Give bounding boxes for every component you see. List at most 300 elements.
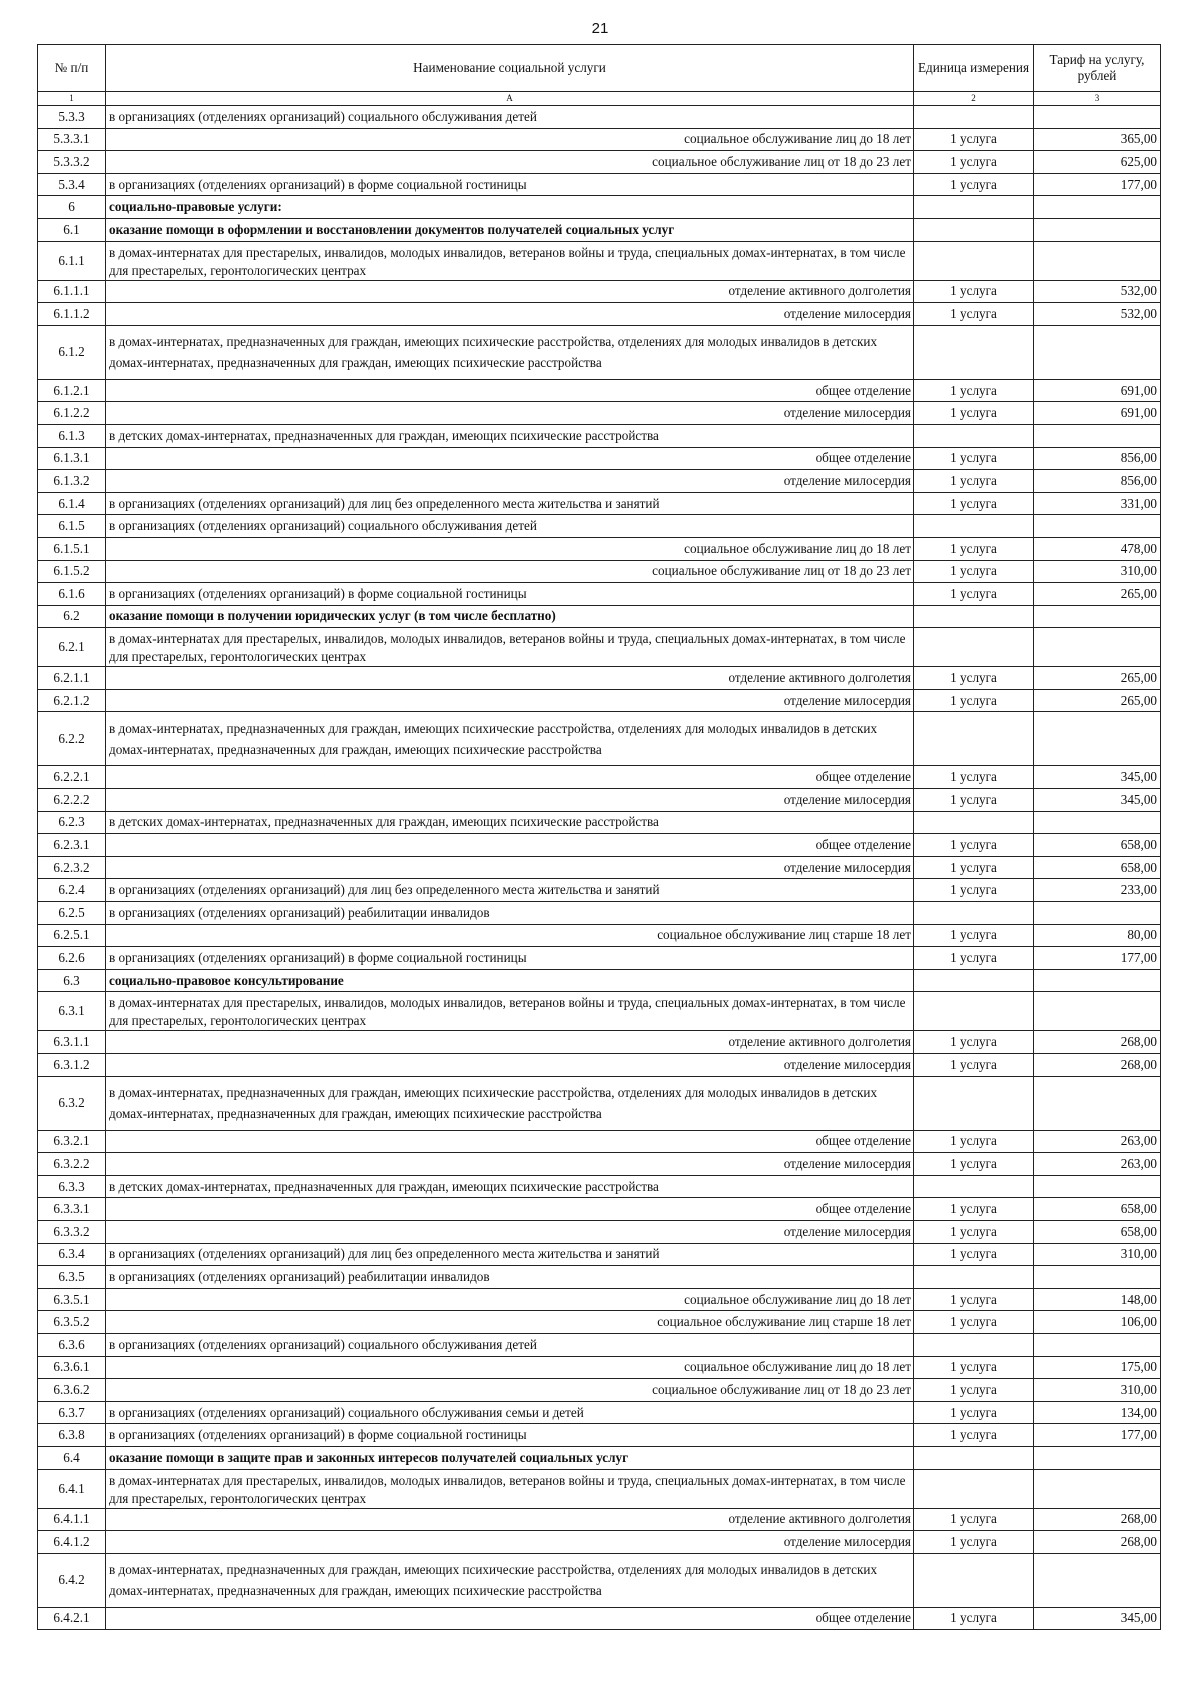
- header-service-name: Наименование социальной услуги: [106, 45, 914, 92]
- table-row: [38, 1288, 1161, 1311]
- row-service-name: отделение активного долголетия: [106, 1031, 914, 1054]
- row-unit: 1 услуга: [914, 1243, 1034, 1266]
- row-service-name: социальное обслуживание лиц от 18 до 23 лет: [106, 151, 914, 174]
- row-number: 6.3.5.2: [38, 1311, 106, 1334]
- row-tariff: 106,00: [1034, 1311, 1161, 1334]
- row-number: 6.3.3.1: [38, 1198, 106, 1221]
- table-row: [38, 303, 1161, 326]
- row-number: 5.3.4: [38, 173, 106, 196]
- row-unit: [914, 106, 1034, 129]
- row-unit: [914, 1333, 1034, 1356]
- row-unit: 1 услуга: [914, 789, 1034, 812]
- row-unit: 1 услуга: [914, 1288, 1034, 1311]
- row-tariff: [1034, 811, 1161, 834]
- row-unit: 1 услуга: [914, 583, 1034, 606]
- row-tariff: 175,00: [1034, 1356, 1161, 1379]
- row-tariff: [1034, 424, 1161, 447]
- column-index: 2: [914, 92, 1034, 106]
- table-row: [38, 1130, 1161, 1153]
- row-service-name: в организациях (отделениях организаций) социального обслуживания детей: [106, 515, 914, 538]
- table-row: [38, 583, 1161, 606]
- row-unit: 1 услуга: [914, 537, 1034, 560]
- row-service-name: в детских домах-интернатах, предназначенных для граждан, имеющих психические расстройства: [106, 424, 914, 447]
- row-service-name: в организациях (отделениях организаций) в форме социальной гостиницы: [106, 583, 914, 606]
- row-service-name: в организациях (отделениях организаций) в форме социальной гостиницы: [106, 1424, 914, 1447]
- row-unit: 1 услуга: [914, 947, 1034, 970]
- table-row: [38, 280, 1161, 303]
- table-row: [38, 766, 1161, 789]
- row-number: 6.1.4: [38, 492, 106, 515]
- row-number: 6.1.2.1: [38, 379, 106, 402]
- table-row: [38, 1424, 1161, 1447]
- row-number: 6.1.6: [38, 583, 106, 606]
- table-row: [38, 1220, 1161, 1243]
- row-number: 6.3.7: [38, 1401, 106, 1424]
- page-number: 21: [591, 20, 609, 37]
- table-row: [38, 1469, 1161, 1508]
- row-service-name: в детских домах-интернатах, предназначенных для граждан, имеющих психические расстройства: [106, 811, 914, 834]
- row-unit: 1 услуга: [914, 470, 1034, 493]
- table-row: [38, 1054, 1161, 1077]
- row-service-name: отделение активного долголетия: [106, 667, 914, 690]
- table-row: [38, 241, 1161, 280]
- row-number: 6.3: [38, 969, 106, 992]
- row-tariff: 478,00: [1034, 537, 1161, 560]
- row-unit: 1 услуга: [914, 1198, 1034, 1221]
- row-unit: 1 услуга: [914, 1379, 1034, 1402]
- table-row: [38, 106, 1161, 129]
- table-row: [38, 492, 1161, 515]
- table-row: [38, 811, 1161, 834]
- row-service-name: в домах-интернатах для престарелых, инвалидов, молодых инвалидов, ветеранов войны и труда, специальных домах-интернатах, в том числе для престарелых, геронтологических центрах: [106, 241, 914, 280]
- row-number: 6.3.6.2: [38, 1379, 106, 1402]
- row-unit: [914, 605, 1034, 628]
- column-index: 3: [1034, 92, 1161, 106]
- row-service-name: отделение милосердия: [106, 303, 914, 326]
- row-tariff: 310,00: [1034, 1243, 1161, 1266]
- row-tariff: 177,00: [1034, 1424, 1161, 1447]
- row-number: 6.1.1.1: [38, 280, 106, 303]
- row-number: 6.3.8: [38, 1424, 106, 1447]
- table-header: [38, 45, 1161, 106]
- table-row: [38, 1356, 1161, 1379]
- row-service-name: социальное обслуживание лиц до 18 лет: [106, 537, 914, 560]
- row-tariff: 658,00: [1034, 856, 1161, 879]
- table-row: [38, 470, 1161, 493]
- table-row: [38, 628, 1161, 667]
- row-number: 5.3.3: [38, 106, 106, 129]
- row-unit: 1 услуга: [914, 447, 1034, 470]
- row-unit: 1 услуга: [914, 128, 1034, 151]
- row-unit: 1 услуга: [914, 856, 1034, 879]
- table-row: [38, 196, 1161, 219]
- row-tariff: [1034, 1446, 1161, 1469]
- row-number: 6.1.5.1: [38, 537, 106, 560]
- row-tariff: 265,00: [1034, 667, 1161, 690]
- row-tariff: 345,00: [1034, 1607, 1161, 1630]
- header-unit: Единица измерения: [914, 45, 1034, 92]
- row-service-name: социальное обслуживание лиц до 18 лет: [106, 1288, 914, 1311]
- row-unit: 1 услуга: [914, 402, 1034, 425]
- row-unit: 1 услуга: [914, 1401, 1034, 1424]
- row-service-name: отделение милосердия: [106, 689, 914, 712]
- row-number: 6.2.2.2: [38, 789, 106, 812]
- table-row: [38, 902, 1161, 925]
- table-row: [38, 424, 1161, 447]
- row-number: 6.2.1: [38, 628, 106, 667]
- row-service-name: общее отделение: [106, 834, 914, 857]
- row-tariff: [1034, 969, 1161, 992]
- row-tariff: 658,00: [1034, 834, 1161, 857]
- row-service-name: социально-правовое консультирование: [106, 969, 914, 992]
- row-service-name: оказание помощи в защите прав и законных интересов получателей социальных услуг: [106, 1446, 914, 1469]
- row-service-name: общее отделение: [106, 1130, 914, 1153]
- row-tariff: [1034, 992, 1161, 1031]
- table-row: [38, 537, 1161, 560]
- row-number: 6.2.4: [38, 879, 106, 902]
- row-service-name: отделение милосердия: [106, 1054, 914, 1077]
- row-number: 6.3.1.1: [38, 1031, 106, 1054]
- row-unit: 1 услуга: [914, 667, 1034, 690]
- row-service-name: социальное обслуживание лиц до 18 лет: [106, 128, 914, 151]
- row-unit: 1 услуга: [914, 1531, 1034, 1554]
- row-service-name: в организациях (отделениях организаций) социального обслуживания детей: [106, 1333, 914, 1356]
- row-tariff: 265,00: [1034, 583, 1161, 606]
- row-number: 6.3.1: [38, 992, 106, 1031]
- row-tariff: [1034, 712, 1161, 766]
- row-number: 6.4.1.2: [38, 1531, 106, 1554]
- row-tariff: 856,00: [1034, 447, 1161, 470]
- row-unit: [914, 241, 1034, 280]
- row-tariff: 268,00: [1034, 1054, 1161, 1077]
- row-unit: [914, 218, 1034, 241]
- row-unit: 1 услуга: [914, 492, 1034, 515]
- row-service-name: оказание помощи в получении юридических услуг (в том числе бесплатно): [106, 605, 914, 628]
- row-service-name: в организациях (отделениях организаций) социального обслуживания семьи и детей: [106, 1401, 914, 1424]
- table-row: [38, 879, 1161, 902]
- row-service-name: общее отделение: [106, 766, 914, 789]
- row-service-name: общее отделение: [106, 1198, 914, 1221]
- row-tariff: 691,00: [1034, 379, 1161, 402]
- row-unit: 1 услуга: [914, 1311, 1034, 1334]
- row-tariff: [1034, 218, 1161, 241]
- row-tariff: [1034, 325, 1161, 379]
- row-tariff: 177,00: [1034, 947, 1161, 970]
- column-index: А: [106, 92, 914, 106]
- tariff-table: [37, 44, 1161, 1630]
- row-number: 6.3.2: [38, 1076, 106, 1130]
- table-body: [38, 106, 1161, 1630]
- row-number: 6.3.2.2: [38, 1153, 106, 1176]
- row-number: 6.3.2.1: [38, 1130, 106, 1153]
- row-tariff: [1034, 241, 1161, 280]
- row-number: 6.3.3.2: [38, 1220, 106, 1243]
- row-unit: 1 услуга: [914, 1153, 1034, 1176]
- row-tariff: 263,00: [1034, 1153, 1161, 1176]
- row-number: 6.4.1.1: [38, 1508, 106, 1531]
- table-row: [38, 712, 1161, 766]
- table-row: [38, 992, 1161, 1031]
- row-service-name: в организациях (отделениях организаций) для лиц без определенного места жительства и занятий: [106, 1243, 914, 1266]
- row-tariff: 856,00: [1034, 470, 1161, 493]
- row-number: 6.4.2: [38, 1553, 106, 1607]
- row-unit: [914, 1076, 1034, 1130]
- row-tariff: 310,00: [1034, 1379, 1161, 1402]
- table-row: [38, 402, 1161, 425]
- row-tariff: 658,00: [1034, 1220, 1161, 1243]
- row-number: 6.2.5: [38, 902, 106, 925]
- row-tariff: 265,00: [1034, 689, 1161, 712]
- row-unit: 1 услуга: [914, 1356, 1034, 1379]
- row-number: 6.1.3.2: [38, 470, 106, 493]
- row-service-name: отделение милосердия: [106, 402, 914, 425]
- row-service-name: в домах-интернатах для престарелых, инвалидов, молодых инвалидов, ветеранов войны и труда, специальных домах-интернатах, в том числе для престарелых, геронтологических центрах: [106, 1469, 914, 1508]
- table-row: [38, 689, 1161, 712]
- row-tariff: 310,00: [1034, 560, 1161, 583]
- row-unit: 1 услуга: [914, 379, 1034, 402]
- row-unit: [914, 1266, 1034, 1289]
- row-unit: 1 услуга: [914, 280, 1034, 303]
- row-number: 6.2.1.2: [38, 689, 106, 712]
- row-unit: 1 услуга: [914, 879, 1034, 902]
- row-service-name: отделение милосердия: [106, 1153, 914, 1176]
- row-number: 6: [38, 196, 106, 219]
- row-unit: [914, 902, 1034, 925]
- row-service-name: отделение активного долголетия: [106, 280, 914, 303]
- row-service-name: в организациях (отделениях организаций) социального обслуживания детей: [106, 106, 914, 129]
- row-unit: 1 услуга: [914, 766, 1034, 789]
- row-tariff: [1034, 515, 1161, 538]
- row-number: 6.4.1: [38, 1469, 106, 1508]
- row-unit: 1 услуга: [914, 303, 1034, 326]
- row-service-name: в организациях (отделениях организаций) для лиц без определенного места жительства и занятий: [106, 879, 914, 902]
- row-tariff: [1034, 1175, 1161, 1198]
- row-number: 6.2.3: [38, 811, 106, 834]
- row-unit: 1 услуга: [914, 924, 1034, 947]
- table-row: [38, 1446, 1161, 1469]
- row-number: 6.1.1.2: [38, 303, 106, 326]
- row-service-name: в домах-интернатах, предназначенных для граждан, имеющих психические расстройства, отделениях для молодых инвалидов в детских домах-интернатах, предназначенных для граждан, имеющих психические расстройства: [106, 1076, 914, 1130]
- row-tariff: [1034, 902, 1161, 925]
- table-row: [38, 1076, 1161, 1130]
- table-row: [38, 560, 1161, 583]
- row-unit: [914, 196, 1034, 219]
- row-tariff: [1034, 1553, 1161, 1607]
- row-number: 6.1: [38, 218, 106, 241]
- row-service-name: в домах-интернатах, предназначенных для граждан, имеющих психические расстройства, отделениях для молодых инвалидов в детских домах-интернатах, предназначенных для граждан, имеющих психические расстройства: [106, 712, 914, 766]
- row-tariff: [1034, 628, 1161, 667]
- row-tariff: 263,00: [1034, 1130, 1161, 1153]
- row-number: 6.3.5.1: [38, 1288, 106, 1311]
- row-service-name: в детских домах-интернатах, предназначенных для граждан, имеющих психические расстройства: [106, 1175, 914, 1198]
- row-number: 6.1.5.2: [38, 560, 106, 583]
- row-number: 6.3.4: [38, 1243, 106, 1266]
- row-service-name: оказание помощи в оформлении и восстановлении документов получателей социальных услуг: [106, 218, 914, 241]
- row-unit: 1 услуга: [914, 560, 1034, 583]
- row-tariff: 532,00: [1034, 280, 1161, 303]
- row-tariff: 268,00: [1034, 1531, 1161, 1554]
- row-unit: [914, 424, 1034, 447]
- table-row: [38, 605, 1161, 628]
- row-number: 6.3.6.1: [38, 1356, 106, 1379]
- row-tariff: [1034, 106, 1161, 129]
- table-row: [38, 1607, 1161, 1630]
- table-row: [38, 1031, 1161, 1054]
- table-row: [38, 1175, 1161, 1198]
- row-number: 6.1.3: [38, 424, 106, 447]
- table-row: [38, 1243, 1161, 1266]
- table-row: [38, 1553, 1161, 1607]
- table-row: [38, 325, 1161, 379]
- row-unit: [914, 1446, 1034, 1469]
- row-tariff: 532,00: [1034, 303, 1161, 326]
- table-row: [38, 856, 1161, 879]
- column-index: 1: [38, 92, 106, 106]
- table-row: [38, 1508, 1161, 1531]
- row-tariff: [1034, 605, 1161, 628]
- column-index-row: [38, 92, 1161, 106]
- row-unit: 1 услуга: [914, 834, 1034, 857]
- row-number: 6.3.6: [38, 1333, 106, 1356]
- row-service-name: в организациях (отделениях организаций) в форме социальной гостиницы: [106, 947, 914, 970]
- row-number: 6.4.2.1: [38, 1607, 106, 1630]
- row-number: 6.2.2.1: [38, 766, 106, 789]
- table-row: [38, 151, 1161, 174]
- table-row: [38, 1266, 1161, 1289]
- row-tariff: 134,00: [1034, 1401, 1161, 1424]
- row-tariff: 268,00: [1034, 1031, 1161, 1054]
- row-service-name: отделение милосердия: [106, 1531, 914, 1554]
- row-unit: [914, 628, 1034, 667]
- row-number: 5.3.3.2: [38, 151, 106, 174]
- row-unit: [914, 992, 1034, 1031]
- table-row: [38, 834, 1161, 857]
- row-tariff: 625,00: [1034, 151, 1161, 174]
- row-tariff: 365,00: [1034, 128, 1161, 151]
- row-tariff: 80,00: [1034, 924, 1161, 947]
- row-unit: [914, 1469, 1034, 1508]
- row-service-name: в домах-интернатах для престарелых, инвалидов, молодых инвалидов, ветеранов войны и труда, специальных домах-интернатах, в том числе для престарелых, геронтологических центрах: [106, 628, 914, 667]
- row-tariff: 177,00: [1034, 173, 1161, 196]
- row-number: 6.2.1.1: [38, 667, 106, 690]
- row-service-name: социально-правовые услуги:: [106, 196, 914, 219]
- row-unit: 1 услуга: [914, 689, 1034, 712]
- table-row: [38, 1333, 1161, 1356]
- table-row: [38, 924, 1161, 947]
- row-tariff: [1034, 1333, 1161, 1356]
- row-unit: 1 услуга: [914, 151, 1034, 174]
- row-service-name: отделение милосердия: [106, 856, 914, 879]
- row-service-name: в домах-интернатах, предназначенных для граждан, имеющих психические расстройства, отделениях для молодых инвалидов в детских домах-интернатах, предназначенных для граждан, имеющих психические расстройства: [106, 1553, 914, 1607]
- table-row: [38, 379, 1161, 402]
- row-tariff: 268,00: [1034, 1508, 1161, 1531]
- row-number: 6.2.3.1: [38, 834, 106, 857]
- table-row: [38, 447, 1161, 470]
- table-row: [38, 515, 1161, 538]
- row-tariff: [1034, 1469, 1161, 1508]
- row-service-name: социальное обслуживание лиц старше 18 лет: [106, 924, 914, 947]
- row-unit: 1 услуга: [914, 1607, 1034, 1630]
- row-number: 6.1.5: [38, 515, 106, 538]
- row-unit: [914, 811, 1034, 834]
- row-tariff: 691,00: [1034, 402, 1161, 425]
- row-service-name: в домах-интернатах, предназначенных для граждан, имеющих психические расстройства, отделениях для молодых инвалидов в детских домах-интернатах, предназначенных для граждан, имеющих психические расстройства: [106, 325, 914, 379]
- row-unit: [914, 325, 1034, 379]
- row-unit: [914, 969, 1034, 992]
- row-service-name: социальное обслуживание лиц от 18 до 23 лет: [106, 560, 914, 583]
- row-tariff: [1034, 1266, 1161, 1289]
- row-unit: [914, 1175, 1034, 1198]
- row-service-name: отделение милосердия: [106, 470, 914, 493]
- row-service-name: общее отделение: [106, 447, 914, 470]
- table-row: [38, 1153, 1161, 1176]
- row-service-name: в организациях (отделениях организаций) реабилитации инвалидов: [106, 902, 914, 925]
- table-row: [38, 1198, 1161, 1221]
- row-number: 6.2.3.2: [38, 856, 106, 879]
- row-number: 6.1.2.2: [38, 402, 106, 425]
- table-row: [38, 218, 1161, 241]
- table-row: [38, 1401, 1161, 1424]
- row-unit: [914, 515, 1034, 538]
- table-row: [38, 1531, 1161, 1554]
- row-unit: 1 услуга: [914, 1031, 1034, 1054]
- row-service-name: социальное обслуживание лиц от 18 до 23 лет: [106, 1379, 914, 1402]
- row-unit: 1 услуга: [914, 1508, 1034, 1531]
- row-unit: 1 услуга: [914, 1220, 1034, 1243]
- row-number: 6.2: [38, 605, 106, 628]
- row-number: 5.3.3.1: [38, 128, 106, 151]
- row-unit: 1 услуга: [914, 1054, 1034, 1077]
- row-number: 6.2.5.1: [38, 924, 106, 947]
- row-service-name: общее отделение: [106, 379, 914, 402]
- row-tariff: [1034, 196, 1161, 219]
- row-number: 6.3.5: [38, 1266, 106, 1289]
- row-service-name: социальное обслуживание лиц старше 18 лет: [106, 1311, 914, 1334]
- table-row: [38, 128, 1161, 151]
- row-service-name: отделение активного долголетия: [106, 1508, 914, 1531]
- row-number: 6.3.3: [38, 1175, 106, 1198]
- row-tariff: 345,00: [1034, 789, 1161, 812]
- row-tariff: 345,00: [1034, 766, 1161, 789]
- row-unit: [914, 712, 1034, 766]
- row-tariff: 148,00: [1034, 1288, 1161, 1311]
- row-number: 6.2.6: [38, 947, 106, 970]
- row-number: 6.4: [38, 1446, 106, 1469]
- row-number: 6.1.1: [38, 241, 106, 280]
- row-unit: 1 услуга: [914, 1424, 1034, 1447]
- table-row: [38, 173, 1161, 196]
- table-row: [38, 1379, 1161, 1402]
- table-row: [38, 947, 1161, 970]
- table-row: [38, 789, 1161, 812]
- row-number: 6.1.2: [38, 325, 106, 379]
- table-row: [38, 667, 1161, 690]
- table-row: [38, 969, 1161, 992]
- row-number: 6.3.1.2: [38, 1054, 106, 1077]
- row-service-name: в организациях (отделениях организаций) реабилитации инвалидов: [106, 1266, 914, 1289]
- row-tariff: [1034, 1076, 1161, 1130]
- row-service-name: в организациях (отделениях организаций) в форме социальной гостиницы: [106, 173, 914, 196]
- row-unit: [914, 1553, 1034, 1607]
- row-service-name: социальное обслуживание лиц до 18 лет: [106, 1356, 914, 1379]
- row-unit: 1 услуга: [914, 173, 1034, 196]
- row-service-name: отделение милосердия: [106, 1220, 914, 1243]
- row-tariff: 331,00: [1034, 492, 1161, 515]
- row-number: 6.1.3.1: [38, 447, 106, 470]
- header-number: № п/п: [38, 45, 106, 92]
- row-service-name: в организациях (отделениях организаций) для лиц без определенного места жительства и занятий: [106, 492, 914, 515]
- row-tariff: 658,00: [1034, 1198, 1161, 1221]
